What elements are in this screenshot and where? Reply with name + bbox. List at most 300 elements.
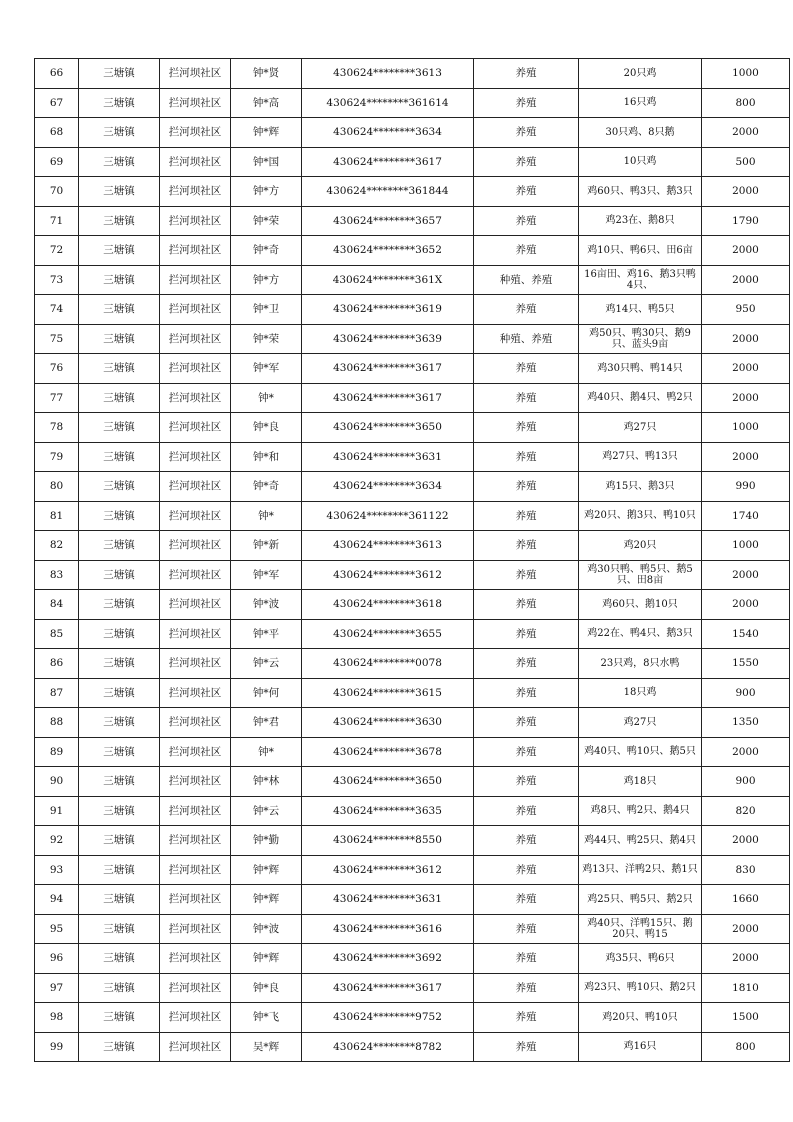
cell-community: 拦河坝社区 [160,324,231,354]
cell-name: 钟*奇 [231,472,302,502]
cell-name: 钟*辉 [231,885,302,915]
cell-name: 钟*勤 [231,826,302,856]
cell-id-number: 430624********3650 [302,767,474,797]
cell-amount: 2000 [702,914,790,944]
cell-serial-number: 84 [35,590,79,620]
cell-serial-number: 77 [35,383,79,413]
cell-livestock-detail: 鸡35只、鸭6只 [579,944,702,974]
cell-community: 拦河坝社区 [160,767,231,797]
cell-business-type: 养殖 [474,708,579,738]
cell-amount: 800 [702,88,790,118]
cell-serial-number: 75 [35,324,79,354]
cell-serial-number: 73 [35,265,79,295]
cell-livestock-detail: 10只鸡 [579,147,702,177]
table-row [35,737,790,767]
cell-community: 拦河坝社区 [160,383,231,413]
cell-serial-number: 76 [35,354,79,384]
cell-serial-number: 95 [35,914,79,944]
cell-id-number: 430624********3612 [302,560,474,590]
table-row [35,1003,790,1033]
cell-id-number: 430624********3657 [302,206,474,236]
cell-serial-number: 96 [35,944,79,974]
cell-name: 钟*平 [231,619,302,649]
cell-livestock-detail: 鸡27只 [579,708,702,738]
cell-name: 钟*辉 [231,855,302,885]
cell-id-number: 430624********3613 [302,59,474,89]
cell-id-number: 430624********9752 [302,1003,474,1033]
cell-amount: 900 [702,678,790,708]
cell-serial-number: 83 [35,560,79,590]
cell-serial-number: 94 [35,885,79,915]
cell-amount: 2000 [702,324,790,354]
cell-amount: 2000 [702,383,790,413]
cell-amount: 1550 [702,649,790,679]
cell-amount: 500 [702,147,790,177]
cell-name: 钟*方 [231,177,302,207]
cell-community: 拦河坝社区 [160,826,231,856]
cell-amount: 1660 [702,885,790,915]
cell-serial-number: 99 [35,1032,79,1062]
cell-community: 拦河坝社区 [160,177,231,207]
cell-community: 拦河坝社区 [160,88,231,118]
cell-name: 钟*波 [231,590,302,620]
cell-business-type: 养殖 [474,236,579,266]
cell-amount: 2000 [702,442,790,472]
cell-community: 拦河坝社区 [160,914,231,944]
cell-community: 拦河坝社区 [160,708,231,738]
cell-community: 拦河坝社区 [160,885,231,915]
table-row [35,413,790,443]
cell-id-number: 430624********3650 [302,413,474,443]
cell-name: 钟*军 [231,354,302,384]
cell-livestock-detail: 鸡23在、鹅8只 [579,206,702,236]
cell-name: 钟*良 [231,973,302,1003]
cell-livestock-detail: 鸡20只、鹅3只、鸭10只 [579,501,702,531]
table-row [35,147,790,177]
table-row [35,944,790,974]
cell-serial-number: 97 [35,973,79,1003]
cell-id-number: 430624********3631 [302,885,474,915]
cell-community: 拦河坝社区 [160,501,231,531]
cell-serial-number: 71 [35,206,79,236]
cell-community: 拦河坝社区 [160,619,231,649]
cell-town: 三塘镇 [79,236,160,266]
cell-livestock-detail: 鸡22在、鸭4只、鹅3只 [579,619,702,649]
cell-name: 钟*辉 [231,944,302,974]
cell-town: 三塘镇 [79,826,160,856]
cell-town: 三塘镇 [79,973,160,1003]
table-row [35,855,790,885]
cell-amount: 1000 [702,413,790,443]
cell-business-type: 养殖 [474,796,579,826]
cell-amount: 2000 [702,177,790,207]
cell-amount: 820 [702,796,790,826]
table-row [35,501,790,531]
cell-serial-number: 72 [35,236,79,266]
cell-business-type: 养殖 [474,737,579,767]
table-row [35,796,790,826]
cell-name: 钟*云 [231,796,302,826]
cell-business-type: 养殖 [474,914,579,944]
cell-community: 拦河坝社区 [160,442,231,472]
cell-name: 钟*方 [231,265,302,295]
cell-id-number: 430624********3619 [302,295,474,325]
cell-id-number: 430624********3652 [302,236,474,266]
cell-name: 钟*飞 [231,1003,302,1033]
cell-amount: 2000 [702,944,790,974]
cell-business-type: 养殖 [474,619,579,649]
cell-business-type: 养殖 [474,944,579,974]
cell-id-number: 430624********3631 [302,442,474,472]
cell-livestock-detail: 20只鸡 [579,59,702,89]
cell-business-type: 养殖 [474,885,579,915]
cell-name: 钟* [231,501,302,531]
cell-town: 三塘镇 [79,855,160,885]
cell-id-number: 430624********361122 [302,501,474,531]
cell-livestock-detail: 鸡14只、鸭5只 [579,295,702,325]
cell-town: 三塘镇 [79,590,160,620]
cell-amount: 1000 [702,531,790,561]
table-row [35,885,790,915]
cell-name: 钟*君 [231,708,302,738]
table-row [35,59,790,89]
cell-town: 三塘镇 [79,1003,160,1033]
cell-town: 三塘镇 [79,383,160,413]
cell-id-number: 430624********3617 [302,383,474,413]
cell-town: 三塘镇 [79,796,160,826]
cell-business-type: 养殖 [474,177,579,207]
cell-livestock-detail: 鸡27只 [579,413,702,443]
cell-amount: 2000 [702,560,790,590]
cell-amount: 1540 [702,619,790,649]
cell-serial-number: 91 [35,796,79,826]
cell-id-number: 430624********8782 [302,1032,474,1062]
cell-serial-number: 74 [35,295,79,325]
cell-town: 三塘镇 [79,501,160,531]
table-row [35,442,790,472]
cell-serial-number: 88 [35,708,79,738]
table-row [35,767,790,797]
cell-livestock-detail: 鸡40只、鹅4只、鸭2只 [579,383,702,413]
subsidy-table [34,58,790,1062]
cell-livestock-detail: 鸡50只、鸭30只、鹅9只、蓝头9亩 [579,324,702,354]
cell-amount: 2000 [702,737,790,767]
cell-serial-number: 79 [35,442,79,472]
cell-livestock-detail: 鸡60只、鹅10只 [579,590,702,620]
cell-livestock-detail: 鸡30只鸭、鸭5只、鹅5只、田8亩 [579,560,702,590]
cell-business-type: 养殖 [474,413,579,443]
cell-livestock-detail: 鸡16只 [579,1032,702,1062]
cell-town: 三塘镇 [79,944,160,974]
cell-name: 钟*何 [231,678,302,708]
table-row [35,177,790,207]
cell-serial-number: 89 [35,737,79,767]
cell-id-number: 430624********361614 [302,88,474,118]
cell-town: 三塘镇 [79,619,160,649]
cell-town: 三塘镇 [79,560,160,590]
cell-town: 三塘镇 [79,118,160,148]
cell-community: 拦河坝社区 [160,737,231,767]
cell-id-number: 430624********3678 [302,737,474,767]
cell-business-type: 养殖 [474,472,579,502]
cell-serial-number: 81 [35,501,79,531]
cell-business-type: 养殖 [474,59,579,89]
cell-livestock-detail: 30只鸡、8只鹅 [579,118,702,148]
cell-serial-number: 82 [35,531,79,561]
cell-community: 拦河坝社区 [160,354,231,384]
cell-amount: 2000 [702,118,790,148]
cell-town: 三塘镇 [79,206,160,236]
cell-id-number: 430624********3630 [302,708,474,738]
cell-livestock-detail: 鸡23只、鸭10只、鹅2只 [579,973,702,1003]
cell-amount: 900 [702,767,790,797]
cell-community: 拦河坝社区 [160,1003,231,1033]
cell-amount: 1810 [702,973,790,1003]
table-row [35,354,790,384]
cell-livestock-detail: 鸡13只、洋鸭2只、鹅1只 [579,855,702,885]
cell-serial-number: 66 [35,59,79,89]
cell-name: 钟*和 [231,442,302,472]
cell-livestock-detail: 鸡20只 [579,531,702,561]
cell-id-number: 430624********3613 [302,531,474,561]
cell-name: 钟*贤 [231,59,302,89]
cell-name: 钟*林 [231,767,302,797]
cell-serial-number: 87 [35,678,79,708]
table-row [35,324,790,354]
cell-livestock-detail: 18只鸡 [579,678,702,708]
cell-serial-number: 78 [35,413,79,443]
cell-serial-number: 92 [35,826,79,856]
cell-serial-number: 86 [35,649,79,679]
cell-livestock-detail: 鸡40只、鸭10只、鹅5只 [579,737,702,767]
table-row [35,472,790,502]
cell-id-number: 430624********3617 [302,354,474,384]
cell-amount: 990 [702,472,790,502]
cell-community: 拦河坝社区 [160,147,231,177]
cell-livestock-detail: 鸡20只、鸭10只 [579,1003,702,1033]
cell-livestock-detail: 鸡27只、鸭13只 [579,442,702,472]
cell-serial-number: 90 [35,767,79,797]
cell-id-number: 430624********3617 [302,973,474,1003]
cell-name: 钟*荣 [231,324,302,354]
cell-community: 拦河坝社区 [160,796,231,826]
cell-community: 拦河坝社区 [160,855,231,885]
table-row [35,649,790,679]
cell-id-number: 430624********3634 [302,472,474,502]
cell-name: 钟*卫 [231,295,302,325]
cell-town: 三塘镇 [79,1032,160,1062]
table-row [35,383,790,413]
cell-id-number: 430624********361844 [302,177,474,207]
cell-id-number: 430624********3639 [302,324,474,354]
cell-business-type: 种殖、养殖 [474,324,579,354]
cell-business-type: 养殖 [474,649,579,679]
cell-name: 钟*奇 [231,236,302,266]
cell-livestock-detail: 鸡15只、鹅3只 [579,472,702,502]
cell-name: 吴*辉 [231,1032,302,1062]
cell-serial-number: 93 [35,855,79,885]
cell-name: 钟*高 [231,88,302,118]
cell-town: 三塘镇 [79,737,160,767]
cell-name: 钟*良 [231,413,302,443]
cell-business-type: 养殖 [474,973,579,1003]
cell-livestock-detail: 鸡60只、鸭3只、鹅3只 [579,177,702,207]
cell-livestock-detail: 鸡8只、鸭2只、鹅4只 [579,796,702,826]
cell-town: 三塘镇 [79,59,160,89]
cell-business-type: 养殖 [474,442,579,472]
cell-livestock-detail: 鸡40只、洋鸭15只、鹅20只、鸭15 [579,914,702,944]
cell-business-type: 养殖 [474,855,579,885]
cell-livestock-detail: 16亩田、鸡16、鹅3只鸭4只、 [579,265,702,295]
table-row [35,560,790,590]
cell-livestock-detail: 16只鸡 [579,88,702,118]
cell-amount: 2000 [702,265,790,295]
cell-business-type: 养殖 [474,383,579,413]
cell-town: 三塘镇 [79,413,160,443]
cell-id-number: 430624********3655 [302,619,474,649]
cell-community: 拦河坝社区 [160,531,231,561]
cell-business-type: 养殖 [474,354,579,384]
cell-id-number: 430624********3634 [302,118,474,148]
cell-amount: 2000 [702,826,790,856]
cell-name: 钟*国 [231,147,302,177]
cell-amount: 2000 [702,590,790,620]
cell-id-number: 430624********3616 [302,914,474,944]
cell-amount: 1350 [702,708,790,738]
table-row [35,295,790,325]
cell-serial-number: 67 [35,88,79,118]
table-row [35,619,790,649]
cell-town: 三塘镇 [79,177,160,207]
cell-community: 拦河坝社区 [160,973,231,1003]
cell-town: 三塘镇 [79,295,160,325]
cell-community: 拦河坝社区 [160,1032,231,1062]
cell-amount: 1500 [702,1003,790,1033]
cell-town: 三塘镇 [79,472,160,502]
table-row [35,118,790,148]
cell-serial-number: 68 [35,118,79,148]
cell-id-number: 430624********3618 [302,590,474,620]
cell-town: 三塘镇 [79,442,160,472]
table-row [35,914,790,944]
cell-business-type: 养殖 [474,560,579,590]
cell-community: 拦河坝社区 [160,236,231,266]
cell-name: 钟*波 [231,914,302,944]
table-row [35,206,790,236]
table-row [35,590,790,620]
cell-community: 拦河坝社区 [160,560,231,590]
cell-community: 拦河坝社区 [160,678,231,708]
cell-community: 拦河坝社区 [160,472,231,502]
cell-business-type: 养殖 [474,678,579,708]
table-row [35,826,790,856]
cell-business-type: 种殖、养殖 [474,265,579,295]
cell-id-number: 430624********3617 [302,147,474,177]
table-row [35,678,790,708]
cell-amount: 830 [702,855,790,885]
cell-livestock-detail: 23只鸡，8只水鸭 [579,649,702,679]
cell-serial-number: 85 [35,619,79,649]
cell-id-number: 430624********361X [302,265,474,295]
cell-business-type: 养殖 [474,118,579,148]
cell-business-type: 养殖 [474,1003,579,1033]
cell-name: 钟*荣 [231,206,302,236]
cell-name: 钟*辉 [231,118,302,148]
cell-town: 三塘镇 [79,678,160,708]
cell-business-type: 养殖 [474,590,579,620]
cell-amount: 1790 [702,206,790,236]
cell-town: 三塘镇 [79,147,160,177]
cell-community: 拦河坝社区 [160,265,231,295]
cell-community: 拦河坝社区 [160,295,231,325]
table-row [35,265,790,295]
cell-amount: 1740 [702,501,790,531]
cell-amount: 1000 [702,59,790,89]
cell-name: 钟* [231,383,302,413]
cell-business-type: 养殖 [474,206,579,236]
cell-livestock-detail: 鸡30只鸭、鸭14只 [579,354,702,384]
cell-serial-number: 69 [35,147,79,177]
cell-business-type: 养殖 [474,147,579,177]
cell-town: 三塘镇 [79,265,160,295]
cell-amount: 2000 [702,236,790,266]
table-row [35,531,790,561]
cell-town: 三塘镇 [79,708,160,738]
cell-business-type: 养殖 [474,826,579,856]
cell-livestock-detail: 鸡10只、鸭6只、田6亩 [579,236,702,266]
cell-business-type: 养殖 [474,531,579,561]
cell-town: 三塘镇 [79,324,160,354]
cell-id-number: 430624********0078 [302,649,474,679]
cell-name: 钟*云 [231,649,302,679]
cell-name: 钟* [231,737,302,767]
cell-town: 三塘镇 [79,354,160,384]
cell-amount: 2000 [702,354,790,384]
cell-id-number: 430624********3692 [302,944,474,974]
table-row [35,973,790,1003]
cell-business-type: 养殖 [474,1032,579,1062]
cell-serial-number: 80 [35,472,79,502]
table-row [35,236,790,266]
cell-community: 拦河坝社区 [160,59,231,89]
cell-community: 拦河坝社区 [160,413,231,443]
cell-livestock-detail: 鸡44只、鸭25只、鹅4只 [579,826,702,856]
cell-community: 拦河坝社区 [160,590,231,620]
cell-community: 拦河坝社区 [160,206,231,236]
cell-community: 拦河坝社区 [160,649,231,679]
cell-community: 拦河坝社区 [160,118,231,148]
cell-business-type: 养殖 [474,767,579,797]
cell-livestock-detail: 鸡18只 [579,767,702,797]
cell-serial-number: 98 [35,1003,79,1033]
cell-amount: 800 [702,1032,790,1062]
table-row [35,1032,790,1062]
table-row [35,708,790,738]
cell-id-number: 430624********3615 [302,678,474,708]
cell-business-type: 养殖 [474,295,579,325]
cell-id-number: 430624********3612 [302,855,474,885]
cell-amount: 950 [702,295,790,325]
cell-town: 三塘镇 [79,767,160,797]
cell-serial-number: 70 [35,177,79,207]
cell-town: 三塘镇 [79,914,160,944]
cell-name: 钟*新 [231,531,302,561]
cell-business-type: 养殖 [474,501,579,531]
cell-town: 三塘镇 [79,88,160,118]
cell-id-number: 430624********8550 [302,826,474,856]
cell-town: 三塘镇 [79,885,160,915]
cell-business-type: 养殖 [474,88,579,118]
